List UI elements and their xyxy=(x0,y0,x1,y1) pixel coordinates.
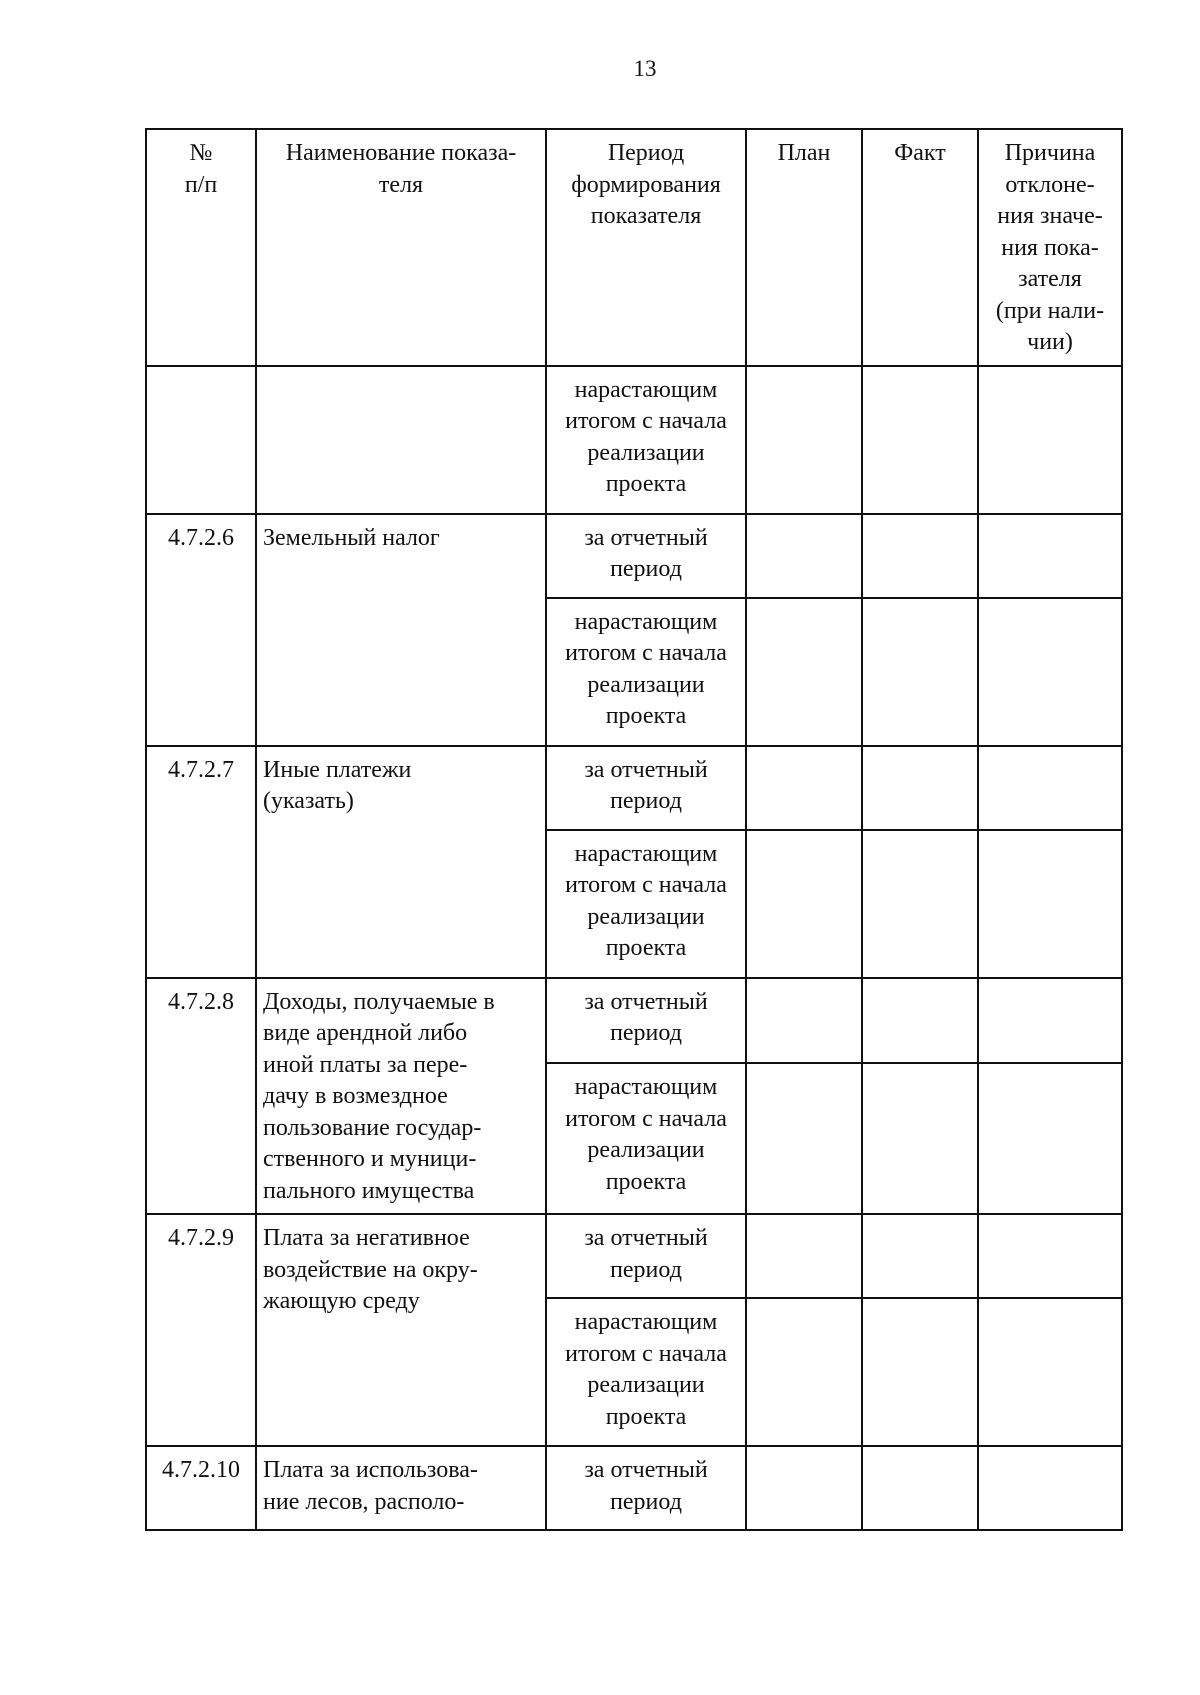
name-cell: Доходы, получаемые в виде арендной либо иной платы за пере- дачу в возмездное пользование государ- ственного и муници- пального имущества xyxy=(256,978,546,1215)
fact-cell xyxy=(862,514,978,598)
name-cell: Иные платежи (указать) xyxy=(256,746,546,978)
num-cell: 4.7.2.8 xyxy=(146,978,256,1215)
period-cell: нарастающим итогом с начала реализации проекта xyxy=(546,1298,746,1446)
reason-cell xyxy=(978,366,1122,514)
plan-cell xyxy=(746,978,862,1064)
header-row xyxy=(146,129,1122,366)
header-name: Наименование показа- теля xyxy=(256,129,546,366)
report-table xyxy=(145,128,1123,1531)
period-cell: нарастающим итогом с начала реализации проекта xyxy=(546,1063,746,1214)
num-cell: 4.7.2.9 xyxy=(146,1214,256,1446)
fact-cell xyxy=(862,366,978,514)
fact-cell xyxy=(862,598,978,746)
reason-cell xyxy=(978,978,1122,1064)
reason-cell xyxy=(978,598,1122,746)
plan-cell xyxy=(746,598,862,746)
header-period: Период формирования показателя xyxy=(546,129,746,366)
table-row xyxy=(146,978,1122,1064)
period-cell: нарастающим итогом с начала реализации проекта xyxy=(546,598,746,746)
table-row xyxy=(146,1446,1122,1530)
plan-cell xyxy=(746,1298,862,1446)
header-fact: Факт xyxy=(862,129,978,366)
fact-cell xyxy=(862,1446,978,1530)
name-cell xyxy=(256,366,546,514)
period-cell: за отчетный период xyxy=(546,514,746,598)
num-cell xyxy=(146,366,256,514)
plan-cell xyxy=(746,830,862,978)
name-cell: Плата за негативное воздействие на окру- жающую среду xyxy=(256,1214,546,1446)
table-row xyxy=(146,746,1122,830)
plan-cell xyxy=(746,366,862,514)
plan-cell xyxy=(746,746,862,830)
plan-cell xyxy=(746,1063,862,1214)
num-cell: 4.7.2.6 xyxy=(146,514,256,746)
header-reason: Причина отклоне- ния значе- ния пока- зателя (при нали- чии) xyxy=(978,129,1122,366)
reason-cell xyxy=(978,514,1122,598)
fact-cell xyxy=(862,978,978,1064)
reason-cell xyxy=(978,1214,1122,1298)
plan-cell xyxy=(746,1214,862,1298)
reason-cell xyxy=(978,1446,1122,1530)
period-cell: за отчетный период xyxy=(546,978,746,1064)
period-cell: нарастающим итогом с начала реализации проекта xyxy=(546,366,746,514)
fact-cell xyxy=(862,1298,978,1446)
period-cell: за отчетный период xyxy=(546,1446,746,1530)
reason-cell xyxy=(978,1298,1122,1446)
header-num: № п/п xyxy=(146,129,256,366)
fact-cell xyxy=(862,1214,978,1298)
table-row xyxy=(146,366,1122,514)
name-cell: Плата за использова- ние лесов, располо- xyxy=(256,1446,546,1530)
table-row xyxy=(146,514,1122,598)
reason-cell xyxy=(978,830,1122,978)
name-cell: Земельный налог xyxy=(256,514,546,746)
table-row xyxy=(146,1214,1122,1298)
period-cell: за отчетный период xyxy=(546,1214,746,1298)
period-cell: за отчетный период xyxy=(546,746,746,830)
period-cell: нарастающим итогом с начала реализации проекта xyxy=(546,830,746,978)
fact-cell xyxy=(862,1063,978,1214)
header-plan: План xyxy=(746,129,862,366)
fact-cell xyxy=(862,830,978,978)
plan-cell xyxy=(746,1446,862,1530)
num-cell: 4.7.2.10 xyxy=(146,1446,256,1530)
reason-cell xyxy=(978,746,1122,830)
reason-cell xyxy=(978,1063,1122,1214)
page-number: 13 xyxy=(633,56,657,81)
plan-cell xyxy=(746,514,862,598)
num-cell: 4.7.2.7 xyxy=(146,746,256,978)
fact-cell xyxy=(862,746,978,830)
